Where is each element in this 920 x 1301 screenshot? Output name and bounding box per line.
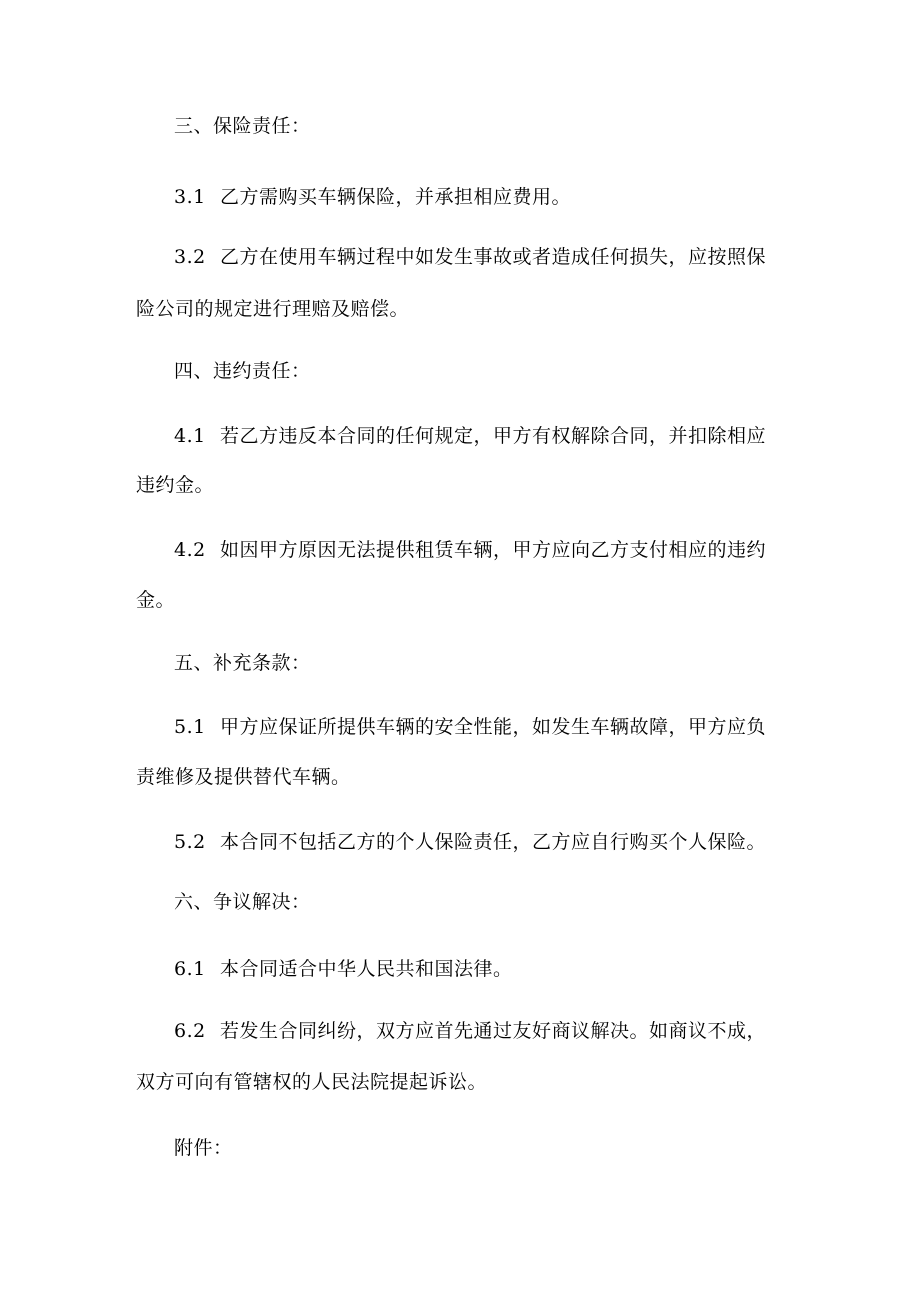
clause-number: 3.1: [174, 186, 206, 208]
clause-text: 乙方需购买车辆保险，并承担相应费用。: [220, 186, 572, 208]
clause-text: 如因甲方原因无法提供租赁车辆，甲方应向乙方支付相应的违约: [220, 539, 767, 561]
clause-text: 若乙方违反本合同的任何规定，甲方有权解除合同，并扣除相应: [220, 425, 767, 447]
section-heading-insurance: 三、保险责任：: [174, 115, 311, 137]
clause-4-2: [174, 538, 766, 562]
section-heading-dispute: 六、争议解决：: [174, 891, 311, 913]
clause-6-2: [174, 1019, 766, 1043]
clause-text: 甲方应保证所提供车辆的安全性能，如发生车辆故障，甲方应负: [220, 716, 767, 738]
clause-6-2-continued: 双方可向有管辖权的人民法院提起诉讼。: [136, 1071, 488, 1093]
attachment-label: 附件：: [174, 1137, 233, 1159]
section-heading-breach: 四、违约责任：: [174, 360, 311, 382]
clause-4-1: [174, 424, 766, 448]
clause-3-2-continued: 险公司的规定进行理赔及赔偿。: [136, 298, 410, 320]
clause-6-1: [174, 957, 513, 981]
clause-number: 6.2: [174, 1020, 206, 1042]
clause-5-1-continued: 责维修及提供替代车辆。: [136, 766, 351, 788]
clause-3-2: [174, 245, 766, 269]
clause-number: 5.1: [174, 716, 206, 738]
clause-4-1-continued: 违约金。: [136, 474, 215, 496]
clause-5-2: [174, 830, 766, 854]
clause-text: 本合同不包括乙方的个人保险责任，乙方应自行购买个人保险。: [220, 831, 767, 853]
clause-number: 3.2: [174, 246, 206, 268]
clause-text: 本合同适合中华人民共和国法律。: [220, 958, 513, 980]
clause-5-1: [174, 715, 766, 739]
clause-number: 5.2: [174, 831, 206, 853]
clause-number: 6.1: [174, 958, 206, 980]
section-heading-supplementary: 五、补充条款：: [174, 652, 311, 674]
clause-number: 4.2: [174, 539, 206, 561]
clause-number: 4.1: [174, 425, 206, 447]
clause-4-2-continued: 金。: [136, 589, 176, 611]
clause-3-1: [174, 185, 571, 209]
clause-text: 乙方在使用车辆过程中如发生事故或者造成任何损失，应按照保: [220, 246, 767, 268]
clause-text: 若发生合同纠纷，双方应首先通过友好商议解决。如商议不成，: [220, 1020, 767, 1042]
